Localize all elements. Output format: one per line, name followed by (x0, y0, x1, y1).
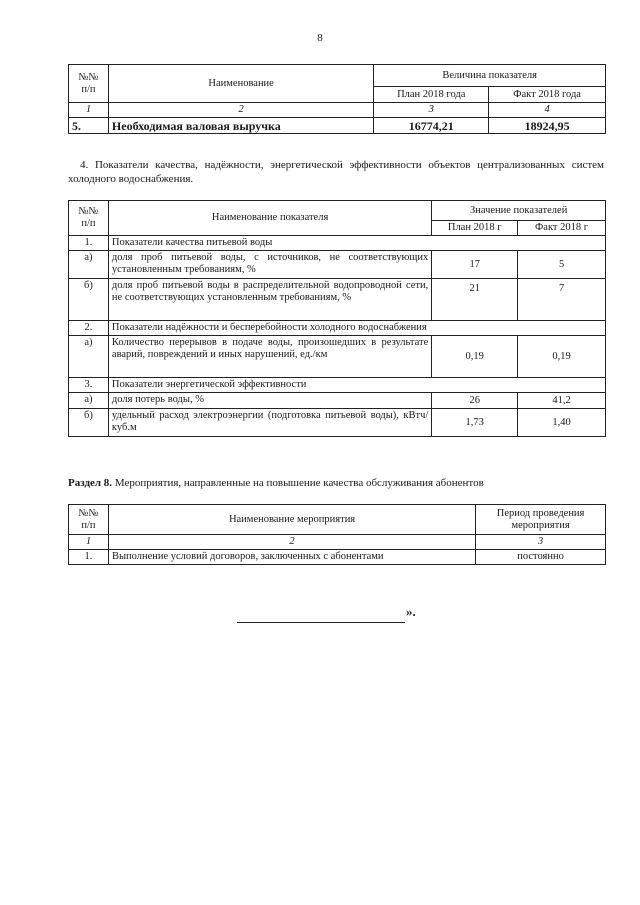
col-fact-header: Факт 2018 г (518, 221, 606, 236)
row-name: Необходимая валовая выручка (108, 118, 373, 134)
index-cell: 3 (374, 103, 489, 118)
row-name: Выполнение условий договоров, заключенных с абонентами (108, 550, 475, 565)
col-name-header: Наименование (108, 65, 373, 103)
index-cell: 1 (69, 535, 109, 550)
activities-table (68, 504, 606, 565)
page-number: 8 (317, 32, 323, 44)
signature-line (237, 610, 405, 623)
row-num: б) (69, 409, 109, 437)
row-plan: 21 (432, 279, 518, 321)
section-title: Показатели надёжности и бесперебойности холодного водоснабжения (108, 321, 605, 336)
row-fact: 18924,95 (489, 118, 606, 134)
row-num: а) (69, 251, 109, 279)
section-num: 2. (69, 321, 109, 336)
col-name-header: Наименование мероприятия (108, 505, 475, 535)
row-name: доля проб питьевой воды, с источников, не соответствующих установленным требованиям, % (108, 251, 431, 279)
col-num-header: №№ п/п (69, 201, 109, 236)
row-plan: 1,73 (432, 409, 518, 437)
section-8-title: Мероприятия, направленные на повышение качества обслуживания абонентов (114, 477, 484, 489)
col-fact-header: Факт 2018 года (489, 87, 606, 103)
row-plan: 0,19 (432, 336, 518, 378)
row-fact: 1,40 (518, 409, 606, 437)
row-plan: 26 (432, 393, 518, 409)
row-num: а) (69, 336, 109, 378)
revenue-table (68, 64, 606, 134)
col-plan-header: План 2018 года (374, 87, 489, 103)
col-num-header: №№ п/п (69, 505, 109, 535)
row-num: б) (69, 279, 109, 321)
row-period: постоянно (476, 550, 606, 565)
row-name: Количество перерывов в подаче воды, произошедших в результате аварий, повреждений и иных нарушений, ед./км (108, 336, 431, 378)
indicators-table (68, 200, 606, 437)
section-8-label: Раздел 8. (68, 477, 113, 489)
col-plan-header: План 2018 г (432, 221, 518, 236)
row-name: удельный расход электроэнергии (подготовка питьевой воды), кВтч/куб.м (108, 409, 431, 437)
section-num: 1. (69, 236, 109, 251)
row-plan: 17 (432, 251, 518, 279)
row-fact: 7 (518, 279, 606, 321)
row-num: а) (69, 393, 109, 409)
row-name: доля проб питьевой воды в распределительной водопроводной сети, не соответствующих установленным требованиям, % (108, 279, 431, 321)
row-fact: 0,19 (518, 336, 606, 378)
row-fact: 41,2 (518, 393, 606, 409)
closing-mark: ». (406, 604, 416, 619)
index-cell: 2 (108, 535, 475, 550)
row-num: 1. (69, 550, 109, 565)
paragraph-4: 4. Показатели качества, надёжности, энергетической эффективности объектов централизованных систем холодного водоснабжения. (68, 159, 604, 185)
row-name: доля потерь воды, % (108, 393, 431, 409)
row-plan: 16774,21 (374, 118, 489, 134)
col-period-header: Период проведения мероприятия (476, 505, 606, 535)
col-value-header: Значение показателей (432, 201, 606, 221)
section-num: 3. (69, 378, 109, 393)
index-cell: 1 (69, 103, 109, 118)
index-cell: 3 (476, 535, 606, 550)
index-cell: 4 (489, 103, 606, 118)
section-title: Показатели энергетической эффективности (108, 378, 605, 393)
col-num-header: №№ п/п (69, 65, 109, 103)
col-value-header: Величина показателя (374, 65, 606, 87)
section-8-heading (68, 476, 608, 490)
section-title: Показатели качества питьевой воды (108, 236, 605, 251)
col-name-header: Наименование показателя (108, 201, 431, 236)
row-num: 5. (69, 118, 109, 134)
index-cell: 2 (108, 103, 373, 118)
row-fact: 5 (518, 251, 606, 279)
